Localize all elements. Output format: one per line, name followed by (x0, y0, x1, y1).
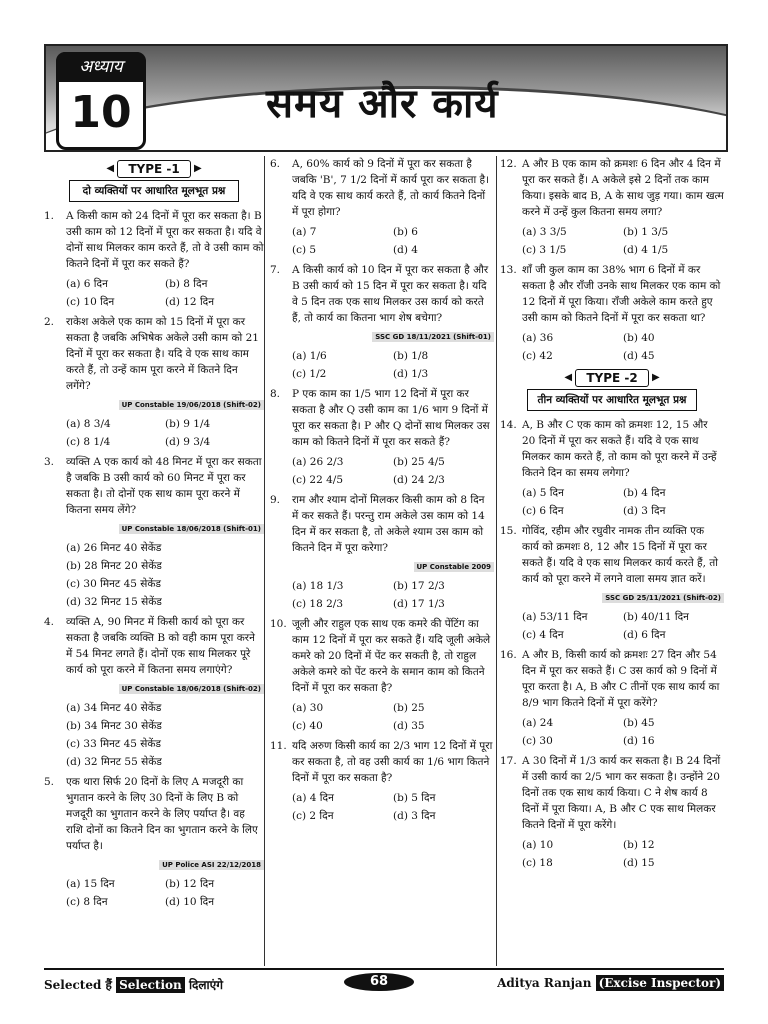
question-number: 1. (44, 210, 55, 222)
question (44, 614, 264, 678)
answer-option: (c) 30 (522, 735, 553, 747)
question-text: गोविंद, रहीम और रघुवीर नामक तीन व्यक्ति एक कार्य को क्रमशः 8, 12 और 15 दिनों में पूरा कर सकते हैं। यदि वे एक साथ मिलकर कार्य करते हैं, तो कार्य को पूरा करने में लगने वाला समय ज्ञात करें। (522, 525, 719, 585)
answer-option: (d) 10 दिन (165, 896, 215, 908)
question-number: 13. (500, 264, 517, 276)
question (270, 156, 494, 220)
author-role: (Excise Inspector) (596, 975, 724, 991)
answer-option: (b) 1 3/5 (623, 226, 669, 238)
page-number: 68 (344, 973, 414, 991)
options (270, 699, 494, 735)
type-label: ◀ TYPE -1 ▶ (117, 160, 190, 178)
options (500, 223, 724, 259)
answer-option: (b) 1/8 (393, 350, 429, 362)
question-number: 15. (500, 525, 517, 537)
question-number: 3. (44, 456, 55, 468)
question-number: 4. (44, 616, 55, 628)
question-list (270, 156, 494, 825)
answer-option: (a) 6 दिन (66, 278, 108, 290)
answer-option: (d) 35 (393, 720, 425, 732)
question (44, 774, 264, 854)
answer-option: (d) 15 (623, 857, 655, 869)
question-number: 6. (270, 158, 281, 170)
question-text: राम और श्याम दोनों मिलकर किसी काम को 8 दिन में कर सकते हैं। परन्तु राम अकेले उस काम को 14 दिन में कर सकता है, तो अकेले श्याम उस काम को कितने दिन में पूरा करेगा? (292, 494, 485, 554)
question-list (500, 156, 724, 365)
question-number: 2. (44, 316, 55, 328)
question-number: 9. (270, 494, 281, 506)
answer-option: (a) 5 दिन (522, 487, 564, 499)
question-text: A 30 दिनों में 1/3 कार्य कर सकता है। B 24 दिनों में उसी कार्य का 2/5 भाग कर सकता है। उन्होंने 20 दिनों तक एक साथ कार्य किया। C ने शेष कार्य 8 दिनों में पूरा किया। A, B और C एक साथ मिलकर कितने दिनों में पूरा करेंगे। (522, 755, 721, 831)
question-source: UP Constable 18/06/2018 (Shift-01) (119, 524, 264, 534)
question-source: UP Police ASI 22/12/2018 (159, 860, 264, 870)
footer-author (497, 976, 724, 990)
answer-option: (c) 42 (522, 350, 553, 362)
question (500, 262, 724, 326)
question-number: 16. (500, 649, 517, 661)
answer-option: (a) 10 (522, 839, 554, 851)
question-text: P एक काम का 1/5 भाग 12 दिनों में पूरा कर सकता है और Q उसी काम का 1/6 भाग 9 दिनों में पूरा कर सकता है। P और Q दोनों साथ मिलकर उस काम को कितने दिनों में पूरा कर सकते हैं? (292, 388, 490, 448)
answer-option: (b) 25 4/5 (393, 456, 445, 468)
options (270, 347, 494, 383)
answer-option: (d) 17 1/3 (393, 598, 445, 610)
answer-option: (c) 40 (292, 720, 323, 732)
answer-option: (d) 9 3/4 (165, 436, 211, 448)
answer-option: (b) 9 1/4 (165, 418, 211, 430)
question-source: UP Constable 2009 (414, 562, 495, 572)
question-source: UP Constable 18/06/2018 (Shift-02) (119, 684, 264, 694)
answer-option: (a) 24 (522, 717, 554, 729)
options (44, 539, 264, 611)
answer-option: (b) 40 (623, 332, 655, 344)
question-list (500, 417, 724, 872)
options (44, 875, 264, 911)
question-text: शाँ जी कुल काम का 38% भाग 6 दिनों में कर सकता है और राँजी उनके साथ मिलकर एक काम को 12 दिनों में पूरा किया। राँजी अकेले काम करते हुए उसी काम को कितने दिनों में पूरा कर सकता था? (522, 264, 721, 324)
question-number: 17. (500, 755, 517, 767)
question (270, 262, 494, 326)
question-text: राकेश अकेले एक काम को 15 दिनों में पूरा कर सकता है जबकि अभिषेक अकेले उसी काम को 21 दिनों में पूरा कर सकता है। यदि वे एक साथ काम करते हैं, तो उन्हें काम पूरा करने में कितने दिन लगेंगे? (66, 316, 259, 392)
question-text: व्यक्ति A एक कार्य को 48 मिनट में पूरा कर सकता है जबकि B उसी कार्य को 60 मिनट में पूरा कर सकता है। तो दोनों एक साथ काम पूरा करने में कितना समय लेंगे? (66, 456, 262, 516)
answer-option: (b) 4 दिन (623, 487, 666, 499)
question (270, 386, 494, 450)
answer-option: (b) 8 दिन (165, 278, 208, 290)
question-list (44, 208, 264, 911)
answer-option: (a) 26 मिनट 40 सेकेंड (66, 542, 162, 554)
answer-option: (a) 8 3/4 (66, 418, 111, 430)
answer-option: (c) 22 4/5 (292, 474, 344, 486)
question-text: A और B, किसी कार्य को क्रमशः 27 दिन और 54 दिन में पूरा कर सकते हैं। C उस कार्य को 9 दिनों में पूरा करता है। A, B और C तीनों एक साथ कार्य का 8/9 भाग कितने दिनों में पूरा करेंगे? (522, 649, 720, 709)
question-text: A और B एक काम को क्रमशः 6 दिन और 4 दिन में पूरा कर सकते हैं। A अकेले इसे 2 दिनों तक काम किया। इसके बाद B, A के साथ जुड़ गया। काम खत्म करने में उन्हें कुल कितना समय लगा? (522, 158, 724, 218)
options (44, 699, 264, 771)
column-2 (270, 156, 494, 828)
options (270, 453, 494, 489)
question-number: 14. (500, 419, 517, 431)
options (270, 223, 494, 259)
page-footer (44, 968, 724, 996)
answer-option: (c) 4 दिन (522, 629, 564, 641)
question-number: 10. (270, 618, 287, 630)
answer-option: (c) 6 दिन (522, 505, 564, 517)
answer-option: (c) 18 (522, 857, 553, 869)
answer-option: (b) 34 मिनट 30 सेकेंड (66, 720, 162, 732)
answer-option: (b) 40/11 दिन (623, 611, 689, 623)
answer-option: (b) 17 2/3 (393, 580, 445, 592)
type-subtitle: तीन व्यक्तियों पर आधारित मूलभूत प्रश्न (527, 389, 697, 411)
question-number: 7. (270, 264, 281, 276)
answer-option: (c) 18 2/3 (292, 598, 344, 610)
answer-option: (b) 45 (623, 717, 655, 729)
question-text: A, B और C एक काम को क्रमशः 12, 15 और 20 दिनों में पूरा कर सकते हैं। यदि वे एक साथ मिलकर काम करते हैं, तो काम को पूरा करने में उन्हें कितने दिन का समय लगेगा? (522, 419, 717, 479)
question-text: व्यक्ति A, 90 मिनट में किसी कार्य को पूरा कर सकता है जबकि व्यक्ति B को वही काम पूरा करने में 54 मिनट लगते हैं। दोनों एक साथ मिलकर पूरे कार्य को पूरा करने में कितना समय लगाएंगे? (66, 616, 255, 676)
column-3 (500, 156, 724, 875)
answer-option: (c) 3 1/5 (522, 244, 567, 256)
question-text: A किसी काम को 24 दिनों में पूरा कर सकता है। B उसी काम को 12 दिनों में पूरा कर सकता है। यदि वे दोनों साथ मिलकर काम करते हैं, तो वे उसी काम को कितने दिनों में पूरा कर सकते हैं? (66, 210, 264, 270)
options (270, 789, 494, 825)
answer-option: (b) 28 मिनट 20 सेकेंड (66, 560, 162, 572)
answer-option: (c) 8 1/4 (66, 436, 111, 448)
answer-option: (b) 5 दिन (393, 792, 436, 804)
column-divider (264, 156, 265, 966)
footer-highlight: Selection (116, 977, 185, 993)
footer-text: Selected हैं (44, 978, 112, 992)
footer-tail: दिलाएंगे (188, 978, 224, 992)
answer-option: (a) 3 3/5 (522, 226, 567, 238)
question (500, 417, 724, 481)
question-text: A, 60% कार्य को 9 दिनों में पूरा कर सकता है जबकि 'B', 7 1/2 दिनों में कार्य पूरा कर सकता है। यदि वे एक साथ कार्य करते हैं, तो कार्य कितने दिनों में पूरा होगा? (292, 158, 490, 218)
options (44, 415, 264, 451)
answer-option: (d) 4 1/5 (623, 244, 669, 256)
question (44, 208, 264, 272)
options (500, 836, 724, 872)
question-source: SSC GD 18/11/2021 (Shift-01) (372, 332, 494, 342)
question-text: यदि अरुण किसी कार्य का 2/3 भाग 12 दिनों में पूरा कर सकता है, तो वह उसी कार्य का 1/6 भाग कितने दिनों में पूरा कर सकता है? (292, 740, 493, 784)
answer-option: (a) 30 (292, 702, 324, 714)
column-1 (44, 156, 264, 914)
question-text: A किसी कार्य को 10 दिन में पूरा कर सकता है और B उसी कार्य को 15 दिन में पूरा कर सकता है। यदि वे 5 दिन तक एक साथ मिलकर उस कार्य को करते हैं, तो कार्य का कितना भाग शेष बचेगा? (292, 264, 489, 324)
type-subtitle: दो व्यक्तियों पर आधारित मूलभूत प्रश्न (69, 180, 239, 202)
question (500, 647, 724, 711)
answer-option: (c) 1/2 (292, 368, 327, 380)
options (500, 608, 724, 644)
question (44, 454, 264, 518)
question (270, 616, 494, 696)
answer-option: (b) 12 दिन (165, 878, 215, 890)
question-source: UP Constable 19/06/2018 (Shift-02) (119, 400, 264, 410)
answer-option: (a) 7 (292, 226, 317, 238)
answer-option: (b) 6 (393, 226, 418, 238)
answer-option: (c) 2 दिन (292, 810, 334, 822)
question-number: 5. (44, 776, 55, 788)
answer-option: (d) 16 (623, 735, 655, 747)
options (500, 714, 724, 750)
answer-option: (c) 8 दिन (66, 896, 108, 908)
chapter-number: 10 (70, 87, 132, 138)
column-divider (496, 156, 497, 966)
options (44, 275, 264, 311)
answer-option: (d) 4 (393, 244, 418, 256)
answer-option: (d) 45 (623, 350, 655, 362)
answer-option: (b) 25 (393, 702, 425, 714)
answer-option: (d) 12 दिन (165, 296, 215, 308)
answer-option: (c) 10 दिन (66, 296, 115, 308)
answer-option: (a) 34 मिनट 40 सेकेंड (66, 702, 162, 714)
chapter-title: समय और कार्य (266, 80, 499, 127)
question (500, 523, 724, 587)
options (500, 329, 724, 365)
answer-option: (b) 12 (623, 839, 655, 851)
answer-option: (a) 26 2/3 (292, 456, 344, 468)
answer-option: (d) 6 दिन (623, 629, 666, 641)
options (500, 484, 724, 520)
answer-option: (a) 18 1/3 (292, 580, 344, 592)
answer-option: (d) 32 मिनट 15 सेकेंड (66, 596, 162, 608)
answer-option: (a) 15 दिन (66, 878, 115, 890)
type-1-heading (44, 160, 264, 202)
type-label: ◀ TYPE -2 ▶ (575, 369, 648, 387)
answer-option: (d) 1/3 (393, 368, 429, 380)
answer-option: (c) 30 मिनट 45 सेकेंड (66, 578, 162, 590)
answer-option: (d) 3 दिन (393, 810, 436, 822)
answer-option: (a) 53/11 दिन (522, 611, 588, 623)
question (270, 738, 494, 786)
answer-option: (d) 3 दिन (623, 505, 666, 517)
question (270, 492, 494, 556)
question (500, 753, 724, 833)
answer-option: (d) 24 2/3 (393, 474, 445, 486)
question-number: 8. (270, 388, 281, 400)
footer-tagline (44, 976, 223, 993)
answer-option: (c) 33 मिनट 45 सेकेंड (66, 738, 162, 750)
author-name: Aditya Ranjan (497, 976, 592, 990)
question-number: 12. (500, 158, 517, 170)
question-text: एक थारा सिर्फ 20 दिनों के लिए A मजदूरी का भुगतान करने के लिए 30 दिनों के लिए B को मजदूरी का भुगतान करने के लिए पर्याप्त है। वह राशि दोनों का कितने दिन का भुगतान करने के लिए पर्याप्त है। (66, 776, 258, 852)
question-number: 11. (270, 740, 287, 752)
chapter-badge (56, 52, 146, 150)
chapter-badge-label: अध्याय (56, 52, 146, 82)
question (500, 156, 724, 220)
answer-option: (d) 32 मिनट 55 सेकेंड (66, 756, 162, 768)
question-source: SSC GD 25/11/2021 (Shift-02) (602, 593, 724, 603)
type-2-heading (500, 369, 724, 411)
question (44, 314, 264, 394)
answer-option: (a) 36 (522, 332, 554, 344)
answer-option: (c) 5 (292, 244, 317, 256)
answer-option: (a) 4 दिन (292, 792, 334, 804)
answer-option: (a) 1/6 (292, 350, 327, 362)
options (270, 577, 494, 613)
question-text: जूली और राहुल एक साथ एक कमरे की पेंटिंग का काम 12 दिनों में पूरा कर सकते हैं। यदि जूली अकेले कमरे को 20 दिनों में पेंट कर सकती है, तो राहुल अकेले कमरे को पेंट करने के समान काम को कितने दिनों में पूरा कर सकता है? (292, 618, 491, 694)
